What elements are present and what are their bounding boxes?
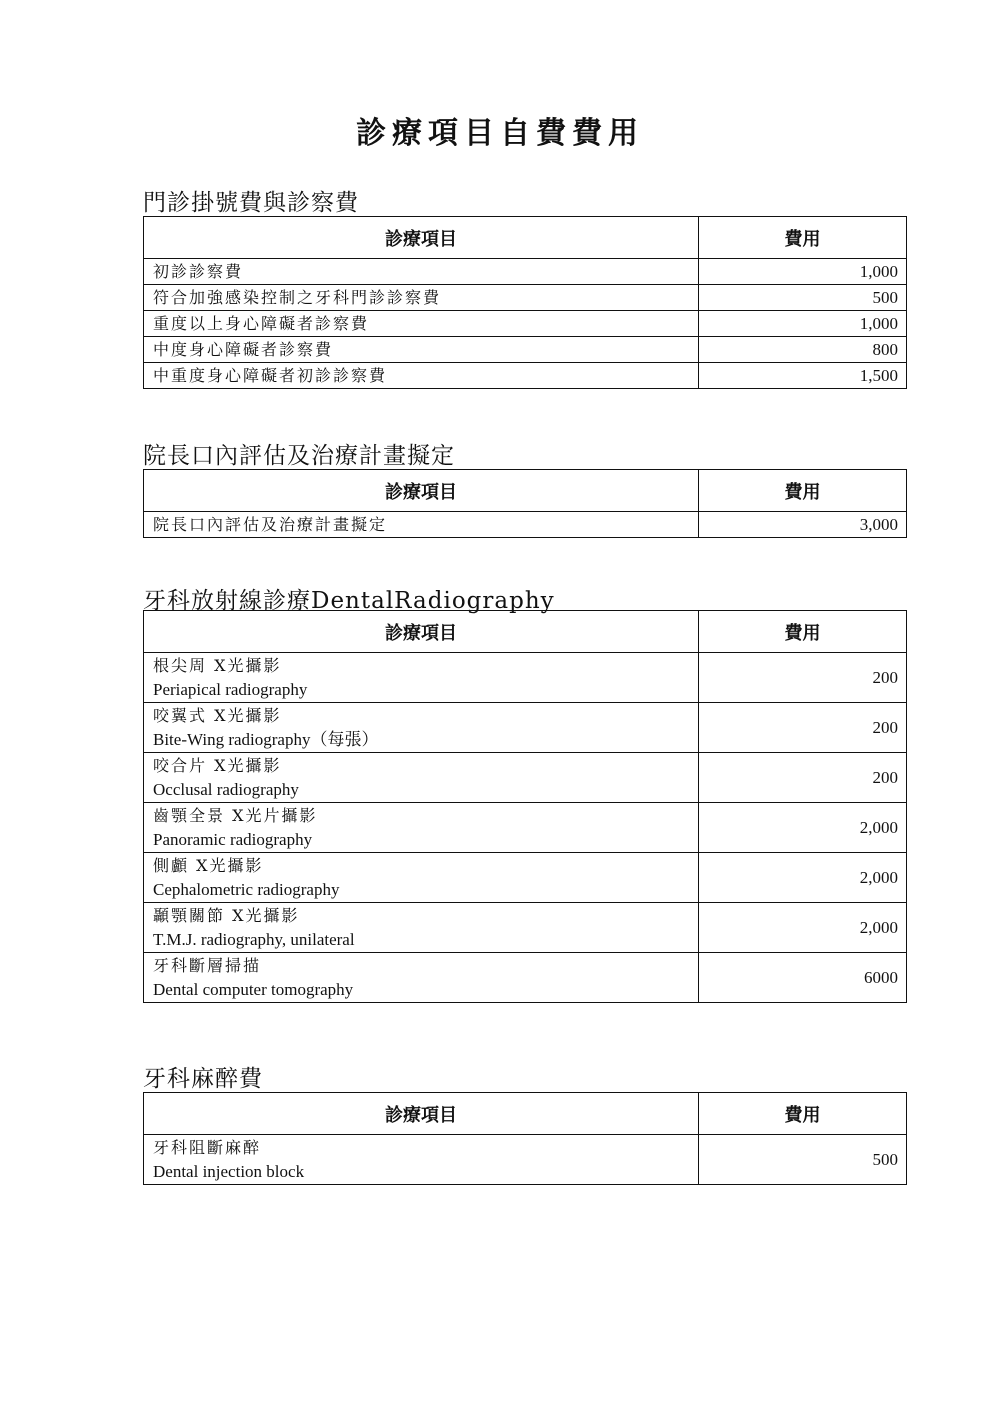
section-heading-anesthesia: 牙科麻醉費	[143, 1066, 263, 1092]
section-heading-registration: 門診掛號費與診察費	[143, 190, 359, 216]
item-fee: 2,000	[699, 903, 907, 953]
item-fee: 6000	[699, 953, 907, 1003]
item-name-en: Cephalometric radiography	[153, 879, 340, 899]
registration-fee-table	[143, 216, 907, 389]
item-fee: 1,000	[699, 259, 907, 285]
item-fee: 200	[699, 753, 907, 803]
item-name: 齒顎全景 X光片攝影	[153, 805, 318, 825]
item-name-en: Dental computer tomography	[153, 979, 354, 999]
item-name: 咬合片 X光攝影	[153, 755, 282, 775]
item-column-header: 診療項目	[144, 470, 699, 512]
section-heading-assessment: 院長口內評估及治療計畫擬定	[143, 443, 455, 469]
item-name: 顳顎關節 X光攝影	[153, 905, 300, 925]
table-row	[144, 903, 907, 953]
item-name: 院長口內評估及治療計畫擬定	[144, 512, 699, 538]
item-fee: 500	[699, 285, 907, 311]
item-fee: 1,000	[699, 311, 907, 337]
table-row	[144, 512, 907, 538]
item-name-en: T.M.J. radiography, unilateral	[153, 929, 355, 949]
table-header-row	[144, 1093, 907, 1135]
page-title: 診療項目自費費用	[356, 116, 644, 151]
fee-column-header: 費用	[699, 217, 907, 259]
item-fee: 200	[699, 703, 907, 753]
item-name: 符合加強感染控制之牙科門診診察費	[144, 285, 699, 311]
table-row	[144, 311, 907, 337]
table-row	[144, 853, 907, 903]
item-name-en: Occlusal radiography	[153, 779, 299, 799]
item-name-cell	[144, 703, 699, 753]
table-row	[144, 337, 907, 363]
table-row	[144, 953, 907, 1003]
item-column-header: 診療項目	[144, 1093, 699, 1135]
item-name: 根尖周 X光攝影	[153, 655, 282, 675]
radiography-fee-table	[143, 610, 907, 1003]
fee-column-header: 費用	[699, 611, 907, 653]
table-row	[144, 803, 907, 853]
item-fee: 1,500	[699, 363, 907, 389]
item-name: 牙科阻斷麻醉	[153, 1137, 262, 1157]
table-header-row	[144, 470, 907, 512]
table-row	[144, 1135, 907, 1185]
item-name-cell	[144, 1135, 699, 1185]
item-name: 中度身心障礙者診察費	[144, 337, 699, 363]
item-fee: 200	[699, 653, 907, 703]
fee-column-header: 費用	[699, 1093, 907, 1135]
assessment-fee-table	[143, 469, 907, 538]
item-name-cell	[144, 653, 699, 703]
item-name: 初診診察費	[144, 259, 699, 285]
item-fee: 3,000	[699, 512, 907, 538]
table-header-row	[144, 217, 907, 259]
item-name-en: Dental injection block	[153, 1161, 305, 1181]
item-name: 重度以上身心障礙者診察費	[144, 311, 699, 337]
item-name-cell	[144, 903, 699, 953]
item-fee: 500	[699, 1135, 907, 1185]
item-name-en: Bite-Wing radiography（每張）	[153, 729, 379, 749]
fee-column-header: 費用	[699, 470, 907, 512]
section-heading-radiography: 牙科放射線診療DentalRadiography	[143, 588, 555, 614]
item-name-cell	[144, 803, 699, 853]
table-row	[144, 653, 907, 703]
table-header-row	[144, 611, 907, 653]
item-name-cell	[144, 953, 699, 1003]
item-column-header: 診療項目	[144, 611, 699, 653]
item-fee: 800	[699, 337, 907, 363]
item-name: 中重度身心障礙者初診診察費	[144, 363, 699, 389]
item-name-en: Periapical radiography	[153, 679, 308, 699]
table-row	[144, 363, 907, 389]
item-name-en: Panoramic radiography	[153, 829, 313, 849]
item-name-cell	[144, 853, 699, 903]
item-column-header: 診療項目	[144, 217, 699, 259]
table-row	[144, 753, 907, 803]
item-name: 咬翼式 X光攝影	[153, 705, 282, 725]
item-name: 側顱 X光攝影	[153, 855, 264, 875]
item-fee: 2,000	[699, 853, 907, 903]
item-name-cell	[144, 753, 699, 803]
table-row	[144, 285, 907, 311]
item-fee: 2,000	[699, 803, 907, 853]
item-name: 牙科斷層掃描	[153, 955, 262, 975]
table-row	[144, 703, 907, 753]
table-row	[144, 259, 907, 285]
anesthesia-fee-table	[143, 1092, 907, 1185]
